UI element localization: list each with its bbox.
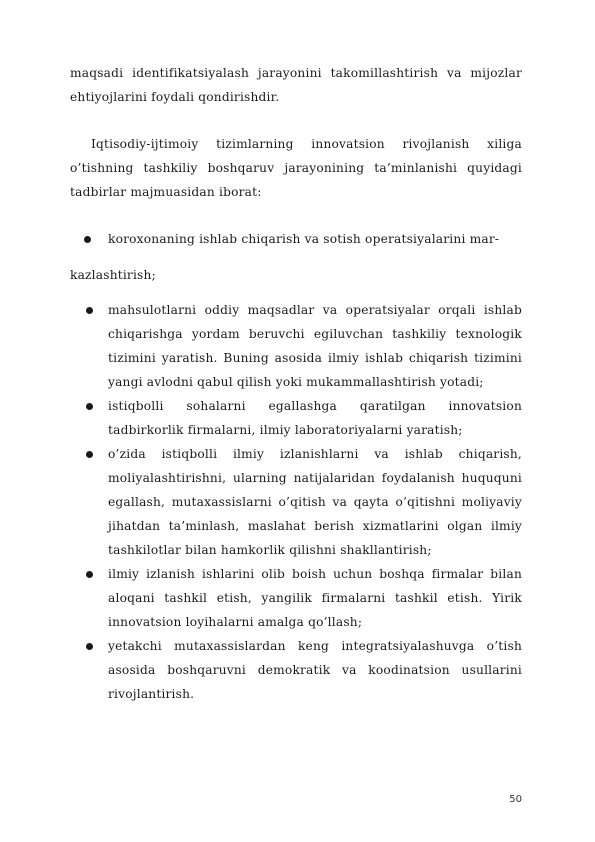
bullet-icon bbox=[86, 571, 93, 578]
page-number: 50 bbox=[509, 794, 522, 805]
list-item bbox=[86, 298, 522, 394]
list-item-text: ilmiy izlanish ishlarini olib boish uchun boshqa firmalar bilan aloqani tashkil etish, yangilik firmalarni tashkil etish. Yirik innovatsion loyihalarni amalga qo’llash; bbox=[108, 567, 522, 629]
list-item-text: yetakchi mutaxassislardan keng integratsiyalashuvga o’tish asosida boshqaruvni demokratik va koodinatsion usullarini rivojlantirish. bbox=[108, 639, 522, 701]
list-item-first-continuation: kazlashtirish; bbox=[70, 268, 156, 282]
list-item bbox=[86, 394, 522, 442]
list-item-first-text: koroxonaning ishlab chiqarish va sotish operatsiyalarini mar- bbox=[108, 232, 500, 246]
list-item-first bbox=[86, 227, 522, 251]
list-item-text: o’zida istiqbolli ilmiy izlanishlarni va ishlab chiqarish, moliyalashtirishni, ularning natijalaridan foydalanish huququni egallash, mutaxassislarni o’qitish va qayta o’qitishni moliyaviy jihatdan ta’minlash, maslahat berish xizmatlarini olgan ilmiy tashkilotlar bilan hamkorlik qilishni shakllantirish; bbox=[108, 447, 522, 557]
list-item bbox=[86, 634, 522, 706]
measures-list bbox=[86, 298, 522, 706]
list-item-text: mahsulotlarni oddiy maqsadlar va operatsiyalar orqali ishlab chiqarishga yordam beruvchi egiluvchan tashkiliy texnologik tizimini yaratish. Buning asosida ilmiy ishlab chiqarish tizimini yangi avlodni qabul qilish yoki mukammallashtirish yotadi; bbox=[108, 303, 522, 389]
bullet-icon bbox=[86, 307, 93, 314]
bullet-icon bbox=[84, 236, 91, 243]
list-item bbox=[86, 562, 522, 634]
bullet-icon bbox=[86, 643, 93, 650]
list-item-text: istiqbolli sohalarni egallashga qaratilgan innovatsion tadbirkorlik firmalarni, ilmiy laboratoriyalarni yaratish; bbox=[108, 399, 522, 437]
paragraph-intro: maqsadi identifikatsiyalash jarayonini takomillashtirish va mijozlar ehtiyojlarini foydali qondirishdir. bbox=[70, 66, 522, 104]
bullet-icon bbox=[86, 403, 93, 410]
bullet-icon bbox=[86, 451, 93, 458]
list-item bbox=[86, 442, 522, 562]
paragraph-measures: Iqtisodiy-ijtimoiy tizimlarning innovatsion rivojlanish xiliga o’tishning tashkiliy boshqaruv jarayonining ta’minlanishi quyidagi tadbirlar majmuasidan iborat: bbox=[70, 137, 522, 199]
